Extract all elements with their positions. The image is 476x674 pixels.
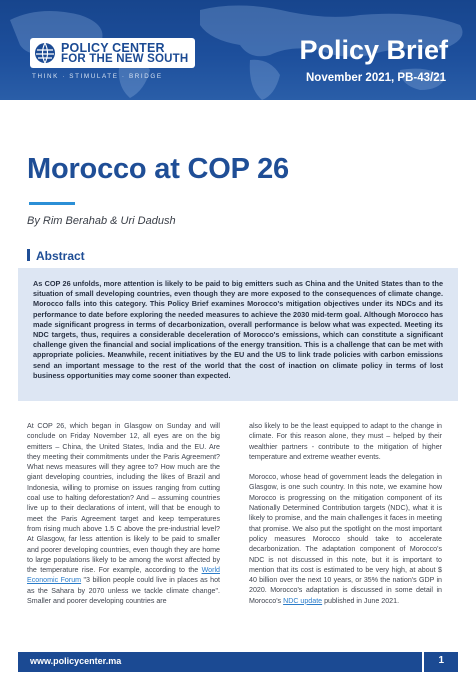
series-title: Policy Brief [299,35,448,65]
body-text: Morocco, whose head of government leads the delegation in Glasgow, is one such country. In this note, we examine how Morocco is progressing on the mitigation component of its Nationally Determined Contribution targets (NDC), what it is likely to promise, and the main challenges it faces in meeting that promise. We also put the spotlight on the most important policy measures Morocco should take to accelerate decarbonization. The adaptation component of Morocco's NDC is not discussed in this note, but it is important to mention that its cost is estimated to be very high, at about $ 40 billion over the next 10 years, or 35% the nation's GDP in 2020. Morocco's adaptation is discussed in some detail in Morocco's [249,473,442,605]
abstract-heading-label: Abstract [36,249,85,263]
org-name-line2: FOR THE NEW SOUTH [61,53,189,65]
org-name-line1: POLICY CENTER [61,41,165,55]
title-divider [29,202,75,205]
globe-logo-icon [34,42,56,64]
policy-center-logo[interactable] [30,38,195,68]
ndc-update-link[interactable]: NDC update [283,596,323,605]
footer-bar [18,652,458,672]
body-paragraph [27,421,220,606]
body-text: At COP 26, which began in Glasgow on Sunday and will conclude on Friday November 12, all eyes are on the big emitters – China, the United States, India and the EU. Are they meeting their commitments under the Paris Agreement? What news measures will they agree to? How much are the giant developing countries, including the likes of Brazil and Indonesia, willing to promise on issues ranging from cutting coal use to halting deforestation? And – assuming countries live up to their declarations of intent, will that be enough to meet the Paris Agreement target and keep temperatures from rising much above 1.5 C above the pre-industrial level? At Glasgow, far less attention is likely to be paid to smaller and poorer developing countries, even though they are home to large populations likely to be among the worst affected by the temperature rise. For example, according to the [27,422,220,575]
body-column-right [249,421,442,606]
page-number: 1 [438,655,444,666]
footer-divider [422,652,424,672]
authors-byline: By Rim Berahab & Uri Dadush [27,215,176,227]
body-column-left [27,421,220,606]
footer-website-link[interactable]: www.policycenter.ma [30,656,122,666]
page-title: Morocco at COP 26 [27,153,289,185]
body-paragraph: also likely to be the least equipped to adapt to the change in climate. For this reason alone, they must – helped by their wealthier partners - contribute to the mitigation of higher temperature and extreme weather events. [249,422,442,461]
heading-bar-marker [27,249,30,261]
body-text: published in June 2021. [322,596,400,605]
body-paragraph [249,472,442,606]
tagline: THINK · STIMULATE · BRIDGE [32,73,163,80]
body-text: "3 billion people could live in places as hot as the Sahara by 2070 unless we tackle climate change". Smaller and poorer developing countries are [27,576,220,606]
wef-link[interactable]: World Economic Forum [27,566,220,585]
header-banner [0,0,476,100]
abstract-heading [27,249,85,263]
abstract-text: As COP 26 unfolds, more attention is likely to be paid to big emitters such as China and the United States than to the situation of small developing countries, even though they are more exposed to the consequences of climate change. Morocco falls into this category. This Policy Brief examines Morocco's mitigation objectives under its NDCs and its performance to date before exploring the needed measures to achieve the 2030 mid-term goal. Although Morocco has made significant progress in terms of decarbonization, overall performance is below what was expected. Meeting its NDC targets, thus, requires a considerable deceleration of Morocco's emissions, which can constitute a significant challenge given the financial and social implications of the energy transition. This is a challenge that can be met with appropriate policies. Meanwhile, recent initiatives by the EU and the US to link trade policies with carbon emissions send an important message to the rest of the world that the cost of inaction on climate policy in terms of lost business opportunities may come sooner than expected. [33,279,443,380]
issue-date: November 2021, PB-43/21 [306,72,446,84]
